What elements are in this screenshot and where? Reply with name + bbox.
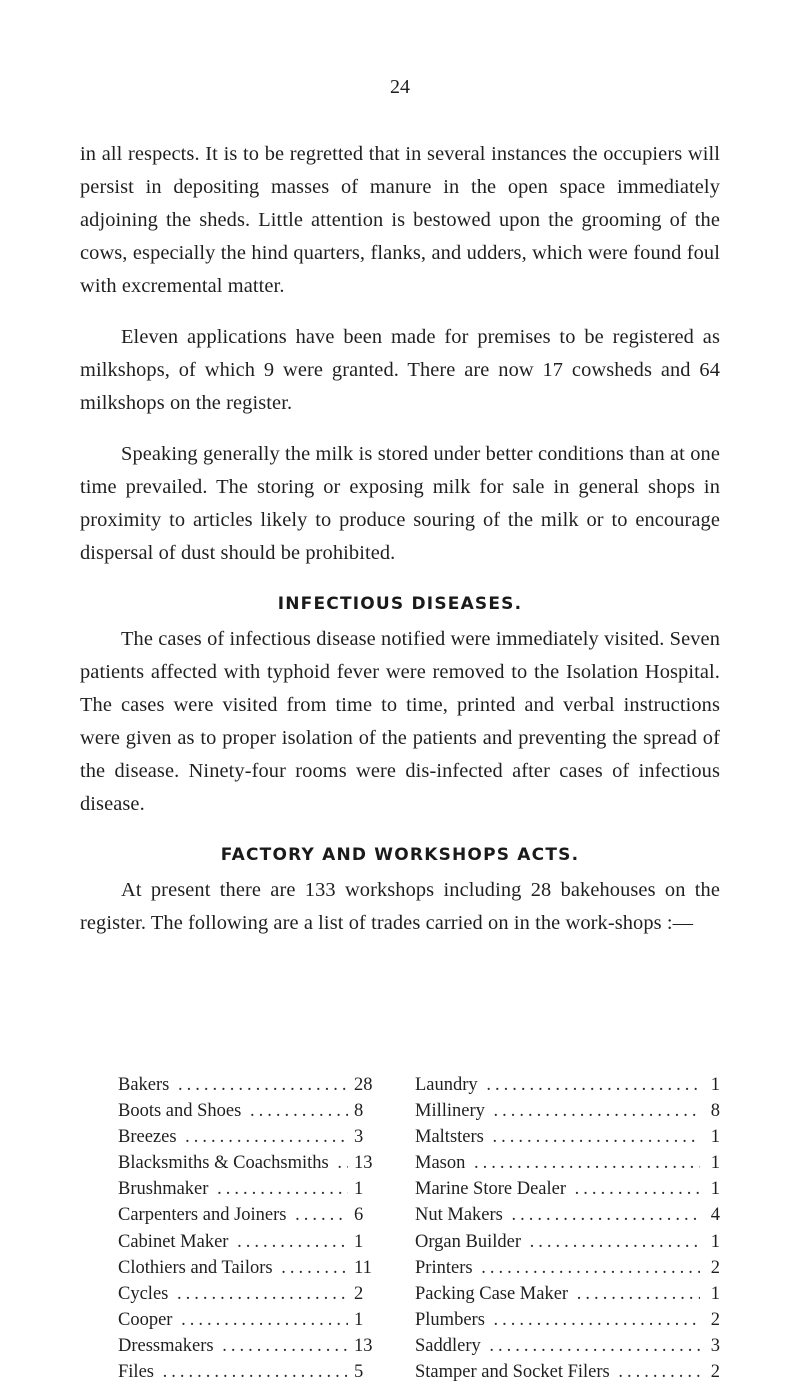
- trade-count: 6: [348, 1202, 380, 1228]
- trade-row: [415, 1255, 720, 1281]
- trade-name: Boots and Shoes .....: [118, 1098, 348, 1124]
- paragraph-infectious-diseases: The cases of infectious disease notified were immediately visited. Seven patients affected with typhoid fever were removed to the Isolation Hospital. The cases were visited from time to time, printed and verbal instructions were given as to proper isolation of the patients and preventing the spread of the disease. Ninety-four rooms were dis-infected after cases of infectious disease.: [80, 628, 720, 815]
- trade-row: [415, 1359, 720, 1385]
- trade-row: [415, 1072, 720, 1098]
- trade-name: Laundry .....: [415, 1072, 700, 1098]
- trade-count: 28: [348, 1072, 380, 1098]
- trade-count: 11: [348, 1255, 380, 1281]
- trade-row: [118, 1176, 380, 1202]
- paragraph-cowsheds-continued: in all respects. It is to be regretted that in several instances the occupiers will persist in depositing masses of manure in the open space immediately adjoining the sheds. Little attention is bestowed upon the grooming of the cows, especially the hind quarters, flanks, and udders, which were found foul with excremental matter.: [80, 143, 720, 297]
- trade-name: Files .....: [118, 1359, 348, 1385]
- paragraph-milkshops-registration: Eleven applications have been made for premises to be registered as milkshops, of which 9 were granted. There are now 17 cowsheds and 64 milkshops on the register.: [80, 326, 720, 414]
- trade-count: 1: [700, 1072, 720, 1098]
- trade-name: Printers .....: [415, 1255, 700, 1281]
- heading-factory-workshops: FACTORY AND WORKSHOPS ACTS.: [220, 845, 580, 865]
- trade-count: 3: [700, 1333, 720, 1359]
- trade-count: 1: [348, 1176, 380, 1202]
- trade-row: [118, 1072, 380, 1098]
- trade-count: 2: [700, 1359, 720, 1385]
- trade-row: [415, 1202, 720, 1228]
- trade-name: Dressmakers .....: [118, 1333, 348, 1359]
- paragraph-milk-storage: Speaking generally the milk is stored under better conditions than at one time prevailed. The storing or exposing milk for sale in general shops in proximity to articles likely to produce souring of the milk or to encourage dispersal of dust should be prohibited.: [80, 443, 720, 564]
- paragraph-factory-workshops: At present there are 133 workshops including 28 bakehouses on the register. The following are a list of trades carried on in the work-shops :—: [80, 879, 720, 934]
- page-number: 24: [390, 76, 410, 98]
- trade-row: [415, 1150, 720, 1176]
- trade-name: Marine Store Dealer .....: [415, 1176, 700, 1202]
- trade-row: [118, 1098, 380, 1124]
- trade-name: Mason .....: [415, 1150, 700, 1176]
- trade-name: Bakers .....: [118, 1072, 348, 1098]
- trade-row: [118, 1359, 380, 1385]
- trade-row: [118, 1307, 380, 1333]
- trade-name: Blacksmiths & Coachsmiths .....: [118, 1150, 348, 1176]
- trade-row: [415, 1098, 720, 1124]
- trade-row: [415, 1281, 720, 1307]
- trade-row: [118, 1150, 380, 1176]
- trade-count: 1: [700, 1229, 720, 1255]
- trade-name: Brushmaker .....: [118, 1176, 348, 1202]
- trade-row: [118, 1202, 380, 1228]
- trade-name: Packing Case Maker .....: [415, 1281, 700, 1307]
- trade-row: [118, 1281, 380, 1307]
- trades-left-column: [118, 1072, 380, 1385]
- trade-row: [415, 1124, 720, 1150]
- trade-row: [118, 1124, 380, 1150]
- trade-count: 1: [700, 1150, 720, 1176]
- trade-count: 3: [348, 1124, 380, 1150]
- trades-right-column: [415, 1072, 720, 1385]
- trade-count: 8: [700, 1098, 720, 1124]
- trade-name: Stamper and Socket Filers .....: [415, 1359, 700, 1385]
- trade-row: [118, 1229, 380, 1255]
- trade-row: [118, 1333, 380, 1359]
- trade-count: 1: [348, 1229, 380, 1255]
- heading-infectious-diseases: INFECTIOUS DISEASES.: [277, 594, 523, 614]
- trade-name: Nut Makers .....: [415, 1202, 700, 1228]
- trade-count: 8: [348, 1098, 380, 1124]
- trade-name: Cycles .....: [118, 1281, 348, 1307]
- trade-name: Organ Builder .....: [415, 1229, 700, 1255]
- trade-name: Cooper .....: [118, 1307, 348, 1333]
- trade-row: [118, 1255, 380, 1281]
- trade-count: 5: [348, 1359, 380, 1385]
- trade-name: Breezes .....: [118, 1124, 348, 1150]
- trade-name: Clothiers and Tailors .....: [118, 1255, 348, 1281]
- trade-count: 1: [700, 1124, 720, 1150]
- trade-count: 2: [700, 1255, 720, 1281]
- trade-name: Plumbers .....: [415, 1307, 700, 1333]
- trade-count: 13: [348, 1333, 380, 1359]
- trade-count: 1: [700, 1281, 720, 1307]
- trade-row: [415, 1176, 720, 1202]
- trade-row: [415, 1307, 720, 1333]
- trade-count: 2: [348, 1281, 380, 1307]
- trade-name: Cabinet Maker .....: [118, 1229, 348, 1255]
- trade-name: Carpenters and Joiners .....: [118, 1202, 348, 1228]
- trade-name: Millinery .....: [415, 1098, 700, 1124]
- trade-count: 2: [700, 1307, 720, 1333]
- trade-count: 1: [700, 1176, 720, 1202]
- trade-count: 1: [348, 1307, 380, 1333]
- body-text: [80, 138, 720, 940]
- trade-name: Saddlery .....: [415, 1333, 700, 1359]
- trade-row: [415, 1229, 720, 1255]
- trade-count: 13: [348, 1150, 380, 1176]
- trade-row: [415, 1333, 720, 1359]
- trade-count: 4: [700, 1202, 720, 1228]
- trade-name: Maltsters .....: [415, 1124, 700, 1150]
